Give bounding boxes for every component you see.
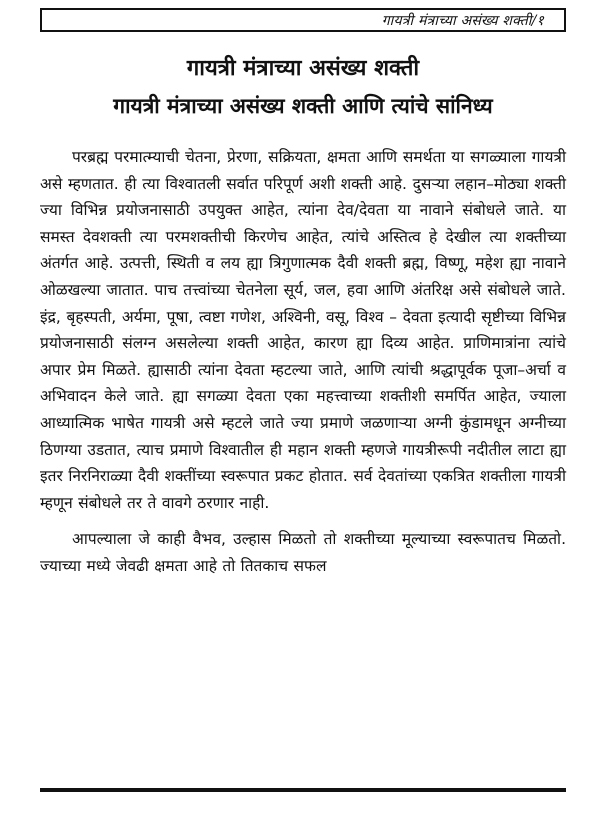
body-text — [40, 144, 566, 580]
page-title: गायत्री मंत्राच्या असंख्य शक्ती — [186, 56, 420, 81]
running-header-text: गायत्री मंत्राच्या असंख्य शक्ती/१ — [381, 12, 544, 29]
running-header-box — [40, 8, 566, 32]
paragraph-2: आपल्याला जे काही वैभव, उल्हास मिळतो तो शक्तीच्या मूल्याच्या स्वरूपातच मिळतो. ज्याच्या मध्ये जेवढी क्षमता आहे तो तितकाच सफल — [40, 530, 566, 575]
page-subtitle: गायत्री मंत्राच्या असंख्य शक्ती आणि त्यांचे सांनिध्य — [113, 94, 493, 118]
paragraph-1: परब्रह्म परमात्म्याची चेतना, प्रेरणा, सक्रियता, क्षमता आणि समर्थता या सगळ्याला गायत्री असे म्हणतात. ही त्या विश्वातली सर्वात परिपूर्ण अशी शक्ती आहे. दुसऱ्या लहान–मोठ्या शक्ती ज्या विभिन्न प्रयोजनासाठी उपयुक्त आहेत, त्यांना देव/देवता या नावाने संबोधले जाते. या समस्त देवशक्ती त्या परमशक्तीची किरणेच आहेत, त्यांचे अस्तित्व हे देखील त्या शक्तीच्या अंतर्गत आहे. उत्पत्ती, स्थिती व लय ह्या त्रिगुणात्मक दैवी शक्ती ब्रह्म, विष्णू, महेश ह्या नावाने ओळखल्या जातात. पाच तत्त्वांच्या चेतनेला सूर्य, जल, हवा आणि अंतरिक्ष असे संबोधले जाते. इंद्र, बृहस्पती, अर्यमा, पूषा, त्वष्टा गणेश, अश्विनी, वसू, विश्व – देवता इत्यादी सृष्टीच्या विभिन्न प्रयोजनासाठी संलग्न असलेल्या शक्ती आहेत, कारण ह्या दिव्य आहेत. प्राणिमात्रांना त्यांचे अपार प्रेम मिळते. ह्यासाठी त्यांना देवता म्हटल्या जाते, आणि त्यांची श्रद्धापूर्वक पूजा–अर्चा व अभिवादन केले जाते. ह्या सगळ्या देवता एका महत्त्वाच्या शक्तीशी समर्पित आहेत, ज्याला आध्यात्मिक भाषेत गायत्री असे म्हटले जाते ज्या प्रमाणे जळणाऱ्या अग्नी कुंडामधून अग्नीच्या ठिणग्या उडतात, त्याच प्रमाणे विश्वातील ही महान शक्ती म्हणजे गायत्रीरूपी नदीतील लाटा ह्या इतर निरनिराळ्या दैवी शक्तींच्या स्वरूपात प्रकट होतात. सर्व देवतांच्या एकत्रित शक्तीला गायत्री म्हणून संबोधले तर ते वावगे ठरणार नाही. — [40, 148, 566, 512]
footer-rule — [40, 788, 566, 792]
